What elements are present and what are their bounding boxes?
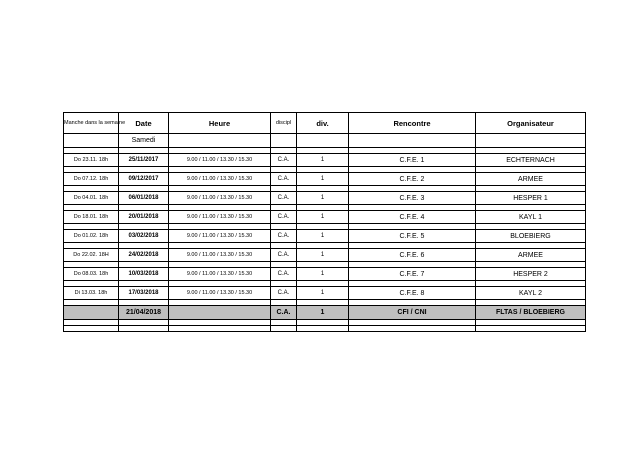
cell-date: 20/01/2018	[119, 211, 169, 224]
cell-rencontre: C.F.E. 5	[349, 230, 476, 243]
day-row	[64, 134, 586, 148]
header-row	[64, 113, 586, 134]
cell-organisateur: HESPER 2	[476, 268, 586, 281]
final-div: 1	[297, 306, 349, 320]
match-row	[64, 230, 586, 243]
cell-div: 1	[297, 173, 349, 186]
cell-div: 1	[297, 287, 349, 300]
header-rencontre: Rencontre	[349, 113, 476, 134]
cell-organisateur: ARMEE	[476, 173, 586, 186]
cell-date: 24/02/2018	[119, 249, 169, 262]
header-date: Date	[119, 113, 169, 134]
header-manche: Manche dans la semaine	[64, 113, 119, 134]
cell-div: 1	[297, 249, 349, 262]
cell-date: 06/01/2018	[119, 192, 169, 205]
final-row	[64, 306, 586, 320]
cell-organisateur: ARMEE	[476, 249, 586, 262]
match-row	[64, 268, 586, 281]
cell-date: 25/11/2017	[119, 154, 169, 167]
cell-rencontre: C.F.E. 3	[349, 192, 476, 205]
cell-rencontre: C.F.E. 8	[349, 287, 476, 300]
final-rencontre: CFI / CNI	[349, 306, 476, 320]
cell-manche: Do 01.02. 18h	[64, 230, 119, 243]
cell-heure: 9.00 / 11.00 / 13.30 / 15.30	[169, 173, 271, 186]
match-row	[64, 192, 586, 205]
cell-discipl: C.A.	[271, 173, 297, 186]
cell-div: 1	[297, 211, 349, 224]
cell-organisateur: KAYL 2	[476, 287, 586, 300]
cell-discipl: C.A.	[271, 211, 297, 224]
final-discipl: C.A.	[271, 306, 297, 320]
cell-div: 1	[297, 192, 349, 205]
cell-organisateur: KAYL 1	[476, 211, 586, 224]
cell-heure: 9.00 / 11.00 / 13.30 / 15.30	[169, 211, 271, 224]
cell-heure: 9.00 / 11.00 / 13.30 / 15.30	[169, 154, 271, 167]
cell-heure: 9.00 / 11.00 / 13.30 / 15.30	[169, 192, 271, 205]
cell-discipl: C.A.	[271, 287, 297, 300]
cell-div: 1	[297, 268, 349, 281]
schedule-table	[63, 112, 586, 332]
cell-heure: 9.00 / 11.00 / 13.30 / 15.30	[169, 249, 271, 262]
match-row	[64, 154, 586, 167]
match-row	[64, 249, 586, 262]
match-row	[64, 287, 586, 300]
cell-heure: 9.00 / 11.00 / 13.30 / 15.30	[169, 230, 271, 243]
cell-organisateur: ECHTERNACH	[476, 154, 586, 167]
cell-rencontre: C.F.E. 2	[349, 173, 476, 186]
match-row	[64, 211, 586, 224]
cell-discipl: C.A.	[271, 249, 297, 262]
final-date: 21/04/2018	[119, 306, 169, 320]
spacer-row	[64, 326, 586, 332]
cell-discipl: C.A.	[271, 154, 297, 167]
cell-date: 03/02/2018	[119, 230, 169, 243]
cell-discipl: C.A.	[271, 230, 297, 243]
cell-manche: Di 13.03. 18h	[64, 287, 119, 300]
cell-date: 10/03/2018	[119, 268, 169, 281]
cell-heure: 9.00 / 11.00 / 13.30 / 15.30	[169, 268, 271, 281]
final-organisateur: FLTAS / BLOEBIERG	[476, 306, 586, 320]
cell-date: 17/03/2018	[119, 287, 169, 300]
cell-discipl: C.A.	[271, 268, 297, 281]
cell-rencontre: C.F.E. 4	[349, 211, 476, 224]
cell-div: 1	[297, 230, 349, 243]
header-div: div.	[297, 113, 349, 134]
cell-manche: Do 23.11. 18h	[64, 154, 119, 167]
header-heure: Heure	[169, 113, 271, 134]
match-row	[64, 173, 586, 186]
cell-rencontre: C.F.E. 7	[349, 268, 476, 281]
day-label: Samedi	[119, 134, 169, 148]
cell-manche: Do 07.12. 18h	[64, 173, 119, 186]
cell-organisateur: BLOEBIERG	[476, 230, 586, 243]
cell-div: 1	[297, 154, 349, 167]
cell-heure: 9.00 / 11.00 / 13.30 / 15.30	[169, 287, 271, 300]
cell-date: 09/12/2017	[119, 173, 169, 186]
cell-manche: Do 04.01. 18h	[64, 192, 119, 205]
cell-manche: Do 18.01. 18h	[64, 211, 119, 224]
cell-discipl: C.A.	[271, 192, 297, 205]
header-discipl: discipl	[271, 113, 297, 134]
cell-rencontre: C.F.E. 1	[349, 154, 476, 167]
cell-manche: Do 22.02. 18H	[64, 249, 119, 262]
header-organisateur: Organisateur	[476, 113, 586, 134]
cell-rencontre: C.F.E. 6	[349, 249, 476, 262]
cell-manche: Do 08.03. 18h	[64, 268, 119, 281]
cell-organisateur: HESPER 1	[476, 192, 586, 205]
